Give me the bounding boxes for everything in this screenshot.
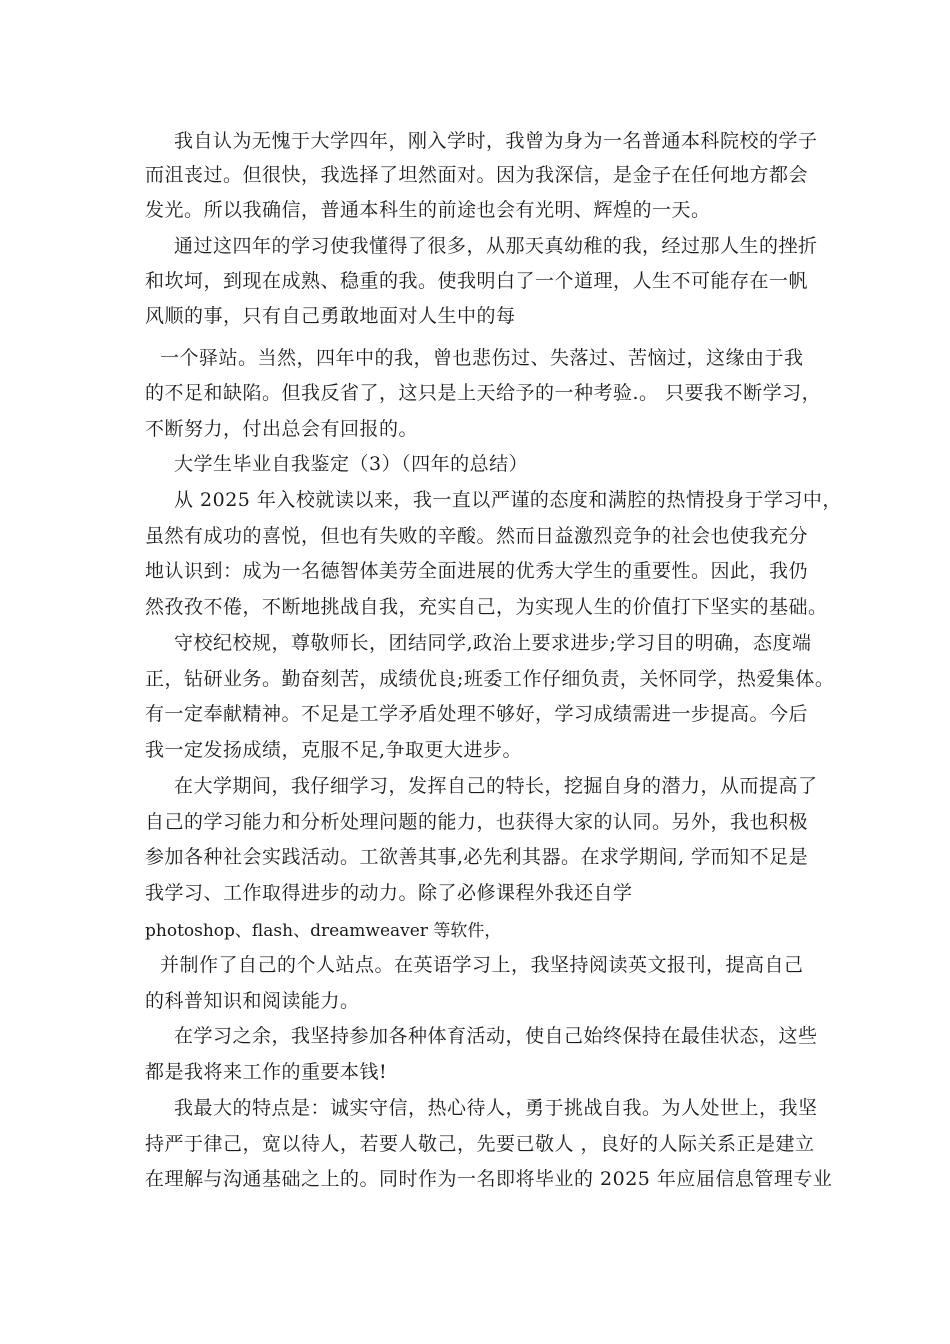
text-line: 不断努力，付出总会有回报的。 bbox=[145, 418, 419, 440]
text-line: 都是我将来工作的重要本钱! bbox=[145, 1061, 388, 1083]
text-line: 地认识到：成为一名德智体美劳全面进展的优秀大学生的重要性。因此，我仍 bbox=[145, 560, 809, 582]
text-line: 正，钻研业务。勤奋刻苦，成绩优良;班委工作仔细负责，关怀同学，热爱集体。 bbox=[145, 668, 835, 690]
text-line: 从 2025 年入校就读以来，我一直以严谨的态度和满腔的热情投身于学习中， bbox=[174, 489, 842, 511]
text-line: 自己的学习能力和分析处理问题的能力，也获得大家的认同。另外，我也积极 bbox=[145, 811, 809, 833]
text-line: 和坎坷，到现在成熟、稳重的我。使我明白了一个道理，人生不可能存在一帆 bbox=[145, 270, 809, 292]
text-line: 一个驿站。当然，四年中的我，曾也悲伤过、失落过、苦恼过，这缘由于我 bbox=[160, 347, 804, 369]
text-line: 的不足和缺陷。但我反省了，这只是上天给予的一种考验.。 只要我不断学习， bbox=[145, 382, 822, 404]
text-line: 发光。所以我确信，普通本科生的前途也会有光明、辉煌的一天。 bbox=[145, 199, 711, 221]
text-line: 虽然有成功的喜悦，但也有失败的辛酸。然而日益激烈竞争的社会也使我充分 bbox=[145, 525, 809, 547]
text-line: 参加各种社会实践活动。工欲善其事,必先利其器。在求学期间, 学而知不足是 bbox=[145, 846, 809, 868]
text-line: 然孜孜不倦，不断地挑战自我，充实自己，为实现人生的价值打下坚实的基础。 bbox=[145, 596, 828, 618]
text-line: 并制作了自己的个人站点。在英语学习上，我坚持阅读英文报刊，提高自己 bbox=[160, 954, 804, 976]
text-line: 守校纪校规，尊敬师长，团结同学,政治上要求进步;学习目的明确，态度端 bbox=[174, 632, 812, 654]
text-line: 风顺的事，只有自己勇敢地面对人生中的每 bbox=[145, 305, 516, 327]
text-line: 在理解与沟通基础之上的。同时作为一名即将毕业的 2025 年应届信息管理专业 bbox=[145, 1168, 833, 1190]
text-line: 而沮丧过。但很快，我选择了坦然面对。因为我深信，是金子在任何地方都会 bbox=[145, 164, 809, 186]
text-line: 持严于律己，宽以待人，若要人敬己，先要已敬人 ，良好的人际关系正是建立 bbox=[145, 1133, 815, 1155]
text-line: 在学习之余，我坚持参加各种体育活动，使自己始终保持在最佳状态，这些 bbox=[174, 1025, 818, 1047]
section-heading: 大学生毕业自我鉴定（3）（四年的总结） bbox=[174, 453, 529, 475]
text-line: 的科普知识和阅读能力。 bbox=[145, 990, 360, 1012]
text-line: 有一定奉献精神。不足是工学矛盾处理不够好，学习成绩需进一步提高。今后 bbox=[145, 703, 809, 725]
text-line: photoshop、flash、dreamweaver 等软件， bbox=[145, 921, 502, 941]
text-line: 在大学期间，我仔细学习，发挥自己的特长，挖掘自身的潜力，从而提高了 bbox=[174, 775, 818, 797]
text-line: 我学习、工作取得进步的动力。除了必修课程外我还自学 bbox=[145, 882, 633, 904]
text-line: 我自认为无愧于大学四年，刚入学时，我曾为身为一名普通本科院校的学子 bbox=[174, 130, 818, 152]
text-line: 我一定发扬成绩，克服不足,争取更大进步。 bbox=[145, 739, 523, 761]
text-line: 我最大的特点是：诚实守信，热心待人，勇于挑战自我。为人处世上，我坚 bbox=[174, 1097, 818, 1119]
text-line: 通过这四年的学习使我懂得了很多，从那天真幼稚的我，经过那人生的挫折 bbox=[174, 235, 818, 257]
